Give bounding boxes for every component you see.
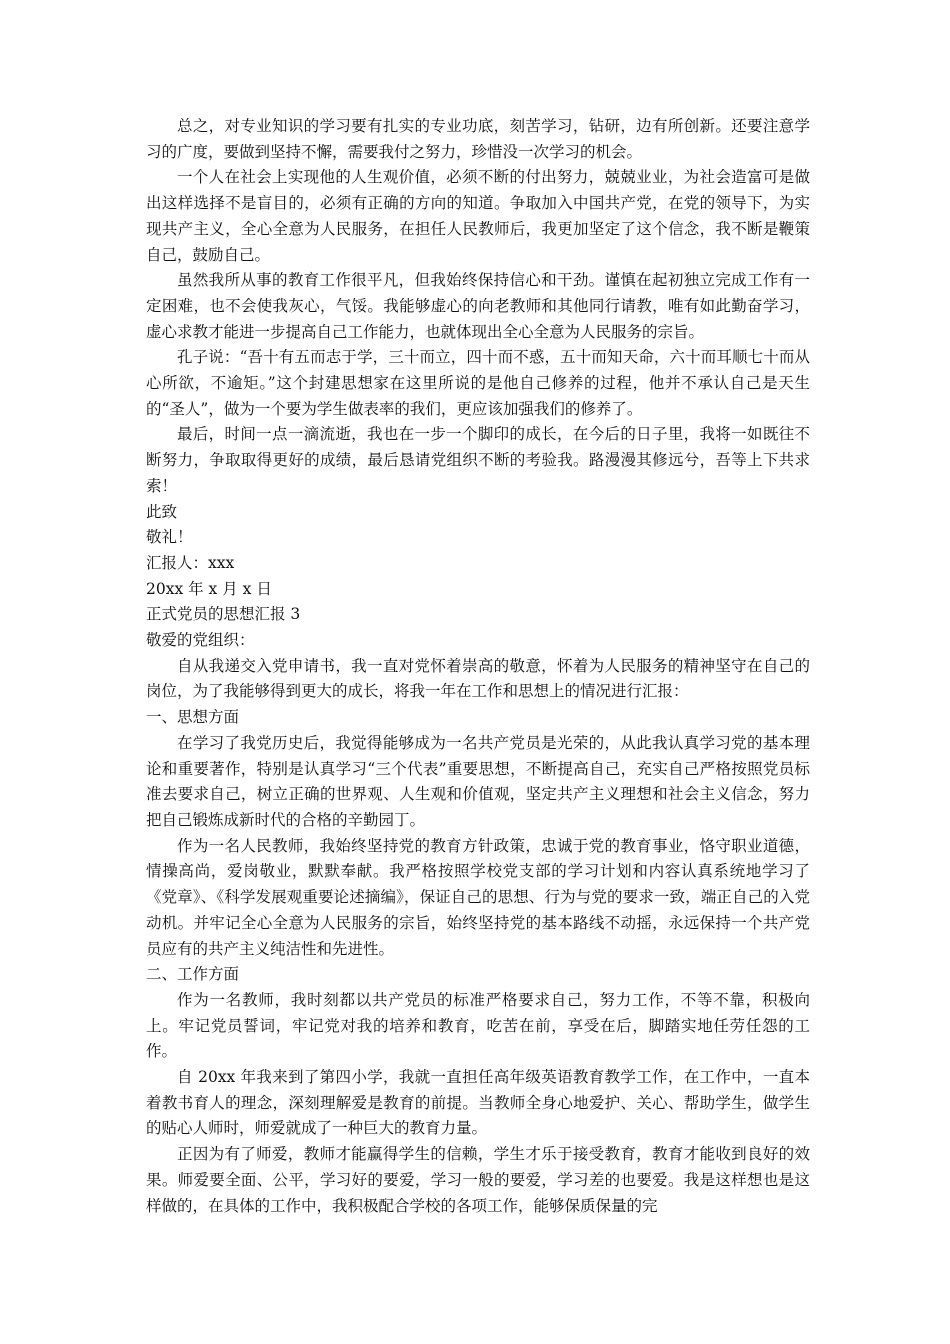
document-page (146, 114, 810, 1219)
date-line: 20xx 年 x 月 x 日 (146, 579, 272, 598)
paragraph: 一个人在社会上实现他的人生观价值，必须不断的付出努力，兢兢业业，为社会造富可是做出这样选择不是盲目的，必须有正确的方向的知道。争取加入中国共产党，在党的领导下，为实现共产主义，全心全意为人民服务，在担任人民教师后，我更加坚定了这个信念，我不断是鞭策自己，鼓励自己。 (146, 168, 810, 264)
intro-paragraph: 自从我递交入党申请书，我一直对党怀着崇高的敬意，怀着为人民服务的精神坚守在自己的岗位，为了我能够得到更大的成长，将我一年在工作和思想上的情况进行汇报： (146, 656, 810, 701)
section-title-work: 二、工作方面 (146, 965, 240, 984)
paragraph: 自 20xx 年我来到了第四小学，我就一直担任高年级英语教育教学工作，在工作中，一直本着教书育人的理念，深刻理解爱是教育的前提。当教师全身心地爱护、关心、帮助学生，做学生的贴心人师时，师爱就成了一种巨大的教育力量。 (146, 1068, 810, 1138)
closing-salute: 敬礼！ (146, 528, 193, 547)
paragraph: 正因为有了师爱，教师才能赢得学生的信赖，学生才乐于接受教育，教育才能收到良好的效果。师爱要全面、公平，学习好的要爱，学习一般的要爱，学习差的也要爱。我是这样想也是这样做的，在具体的工作中，我积极配合学校的各项工作，能够保质保量的完 (146, 1145, 810, 1215)
paragraph: 作为一名教师，我时刻都以共产党员的标准严格要求自己，努力工作，不等不靠，积极向上。牢记党员誓词，牢记党对我的培养和教育，吃苦在前，享受在后，脚踏实地任劳任怨的工作。 (146, 990, 810, 1061)
closing-line: 此致 (146, 502, 178, 521)
salutation: 敬爱的党组织： (146, 631, 255, 650)
paragraph: 总之，对专业知识的学习要有扎实的专业功底，刻苦学习，钻研，边有所创新。还要注意学习的广度，要做到坚持不懈，需要我付之努力，珍惜没一次学习的机会。 (146, 117, 810, 161)
reporter-line: 汇报人：xxx (146, 553, 235, 572)
paragraph: 作为一名人民教师，我始终坚持党的教育方针政策，忠诚于党的教育事业，恪守职业道德，情操高尚，爱岗敬业，默默奉献。我严格按照学校党支部的学习计划和内容认真系统地学习了《党章》、《科学发展观重要论述摘编》，保证自己的思想、行为与党的要求一致，端正自己的入党动机。并牢记全心全意为人民服务的宗旨，始终坚持党的基本路线不动摇，永远保持一个共产党员应有的共产主义纯洁性和先进性。 (146, 836, 810, 958)
document-title: 正式党员的思想汇报 3 (146, 605, 301, 624)
paragraph: 最后，时间一点一滴流逝，我也在一步一个脚印的成长，在今后的日子里，我将一如既往不断努力，争取取得更好的成绩，最后恳请党组织不断的考验我。路漫漫其修远兮，吾等上下共求索！ (146, 425, 810, 495)
section-title-thought: 一、思想方面 (146, 708, 240, 727)
paragraph: 孔子说：“吾十有五而志于学，三十而立，四十而不惑，五十而知天命，六十而耳顺七十而从心所欲，不逾矩。”这个封建思想家在这里所说的是他自己修养的过程，他并不承认自己是天生的“圣人”，做为一个要为学生做表率的我们，更应该加强我们的修养了。 (146, 348, 810, 418)
paragraph: 在学习了我党历史后，我觉得能够成为一名共产党员是光荣的，从此我认真学习党的基本理论和重要著作，特别是认真学习“三个代表”重要思想，不断提高自己，充实自己严格按照党员标准去要求自己，树立正确的世界观、人生观和价值观，坚定共产主义理想和社会主义信念，努力把自己锻炼成新时代的合格的辛勤园丁。 (146, 733, 810, 829)
paragraph: 虽然我所从事的教育工作很平凡，但我始终保持信心和干劲。谨慎在起初独立完成工作有一定困难，也不会使我灰心，气馁。我能够虚心的向老教师和其他同行请教，唯有如此勤奋学习，虚心求教才能进一步提高自己工作能力，也就体现出全心全意为人民服务的宗旨。 (146, 271, 810, 341)
